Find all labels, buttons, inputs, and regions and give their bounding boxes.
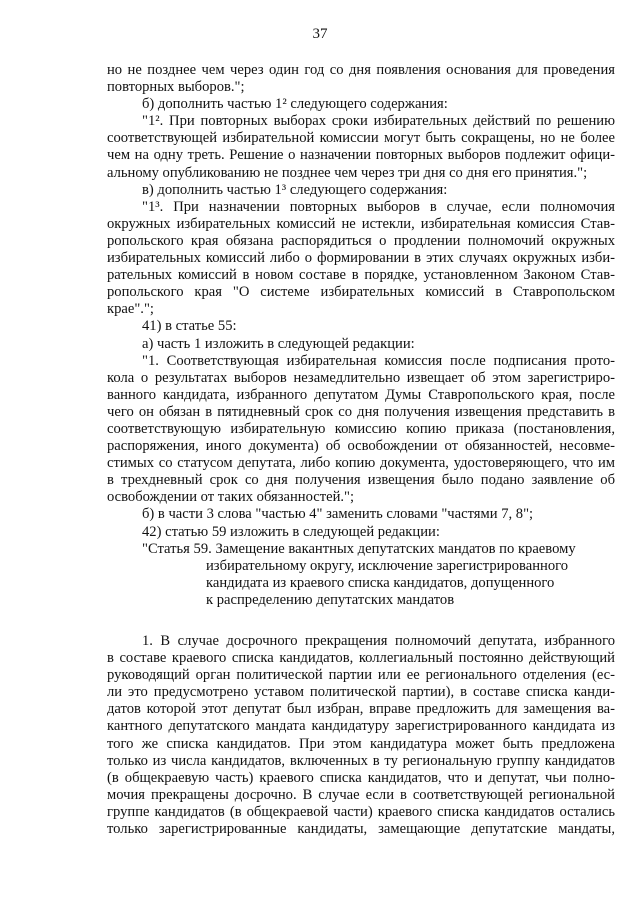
text-line: избирательному округу, исключение зарегистрированного: [206, 557, 569, 574]
text-line: только зарегистрированные кандидаты, замещающие депутатские мандаты,: [107, 821, 615, 838]
text-line: 42) статью 59 изложить в следующей редакции:: [142, 523, 440, 540]
text-line: в) дополнить частью 1³ следующего содержания:: [142, 181, 448, 198]
text-line: альному опубликованию не позднее чем через три дня со дня его принятия.";: [107, 164, 588, 181]
text-line: датов которой этот депутат был избран, вправе предложить для замещения ва-: [107, 701, 615, 718]
text-line: в трехдневный срок со дня получения извещения было подано заявление об: [107, 472, 615, 489]
text-line: ропольского края обязана распорядиться о продлении полномочий окружных: [107, 232, 615, 249]
text-line: "Статья 59. Замещение вакантных депутатских мандатов по краевому: [142, 540, 576, 557]
text-line: к распределению депутатских мандатов: [206, 591, 455, 608]
text-line: распоряжения, иного документа) об освобождении от обязанностей, несовме-: [107, 438, 615, 455]
text-line: освобождении от таких обязанностей.";: [107, 489, 355, 506]
text-line: того же списка кандидатов. При этом кандидатура может быть предложена: [107, 735, 615, 752]
text-line: ванного кандидата, избранного депутатом Думы Ставропольского края, после: [107, 386, 615, 403]
text-line: избирательных комиссий либо о формировании в этих случаях окружных изби-: [107, 250, 615, 267]
page-number: 37: [312, 26, 328, 42]
text-line: группе кандидатов (в общекраевой части) краевого списка кандидатов остались: [107, 803, 615, 820]
text-line: кола о результатах выборов незамедлительно извещает об этом зарегистриро-: [107, 369, 615, 386]
text-line: б) дополнить частью 1² следующего содержания:: [142, 96, 448, 113]
text-line: чем на одну треть. Решение о назначении повторных выборов подлежит офици-: [107, 147, 615, 164]
text-line: крае".";: [107, 301, 154, 318]
text-line: б) в части 3 слова "частью 4" заменить словами "частями 7, 8";: [142, 506, 534, 523]
text-line: ли это предусмотрено уставом политической партии), в составе списка канди-: [107, 684, 615, 701]
document-body: [107, 62, 615, 838]
text-line: а) часть 1 изложить в следующей редакции:: [142, 335, 415, 352]
text-line: только из числа кандидатов, включенных в ту региональную группу кандидатов: [107, 752, 615, 769]
text-line: "1. Соответствующая избирательная комиссия после подписания прото-: [142, 352, 615, 369]
text-line: стимых со статусом депутата, либо копию документа, удостоверяющего, что им: [107, 455, 615, 472]
text-line: руководящий орган политической партии или ее регионального отделения (ес-: [107, 667, 615, 684]
text-line: 1. В случае досрочного прекращения полномочий депутата, избранного: [142, 633, 615, 649]
text-line: окружных избирательных комиссий не истекли, избирательная комиссия Став-: [107, 215, 615, 232]
paragraph-gap: [107, 609, 615, 633]
text-line: ропольского края "О системе избирательных комиссий в Ставропольском: [107, 284, 615, 301]
text-line: (в общекраевую часть) краевого списка кандидатов, что и депутат, чьи полно-: [107, 769, 615, 786]
text-line: "1³. При назначении повторных выборов в случае, если полномочия: [142, 198, 615, 215]
text-line: но не позднее чем через один год со дня появления основания для проведения: [107, 62, 615, 78]
text-line: соответствующую избирательную комиссию копию приказа (постановления,: [107, 420, 615, 437]
text-line: соответствующей избирательной комиссии могут быть сокращены, но не более: [107, 130, 615, 147]
text-line: мочия прекращены досрочно. В случае если в соответствующей региональной: [107, 786, 615, 803]
text-line: повторных выборов.";: [107, 79, 245, 96]
text-line: рательных комиссий в новом составе в порядке, установленном Законом Став-: [107, 267, 615, 284]
text-line: 41) в статье 55:: [142, 318, 237, 335]
text-line: чего он обязан в пятидневный срок со дня получения извещения представить в: [107, 403, 615, 420]
text-line: в составе краевого списка кандидатов, коллегиальный постоянно действующий: [107, 650, 615, 667]
text-line: "1². При повторных выборах сроки избирательных действий по решению: [142, 113, 615, 130]
text-line: кандидата из краевого списка кандидатов, допущенного: [206, 574, 555, 591]
text-line: кантного депутатского мандата кандидатуру зарегистрированного кандидата из: [107, 718, 615, 735]
